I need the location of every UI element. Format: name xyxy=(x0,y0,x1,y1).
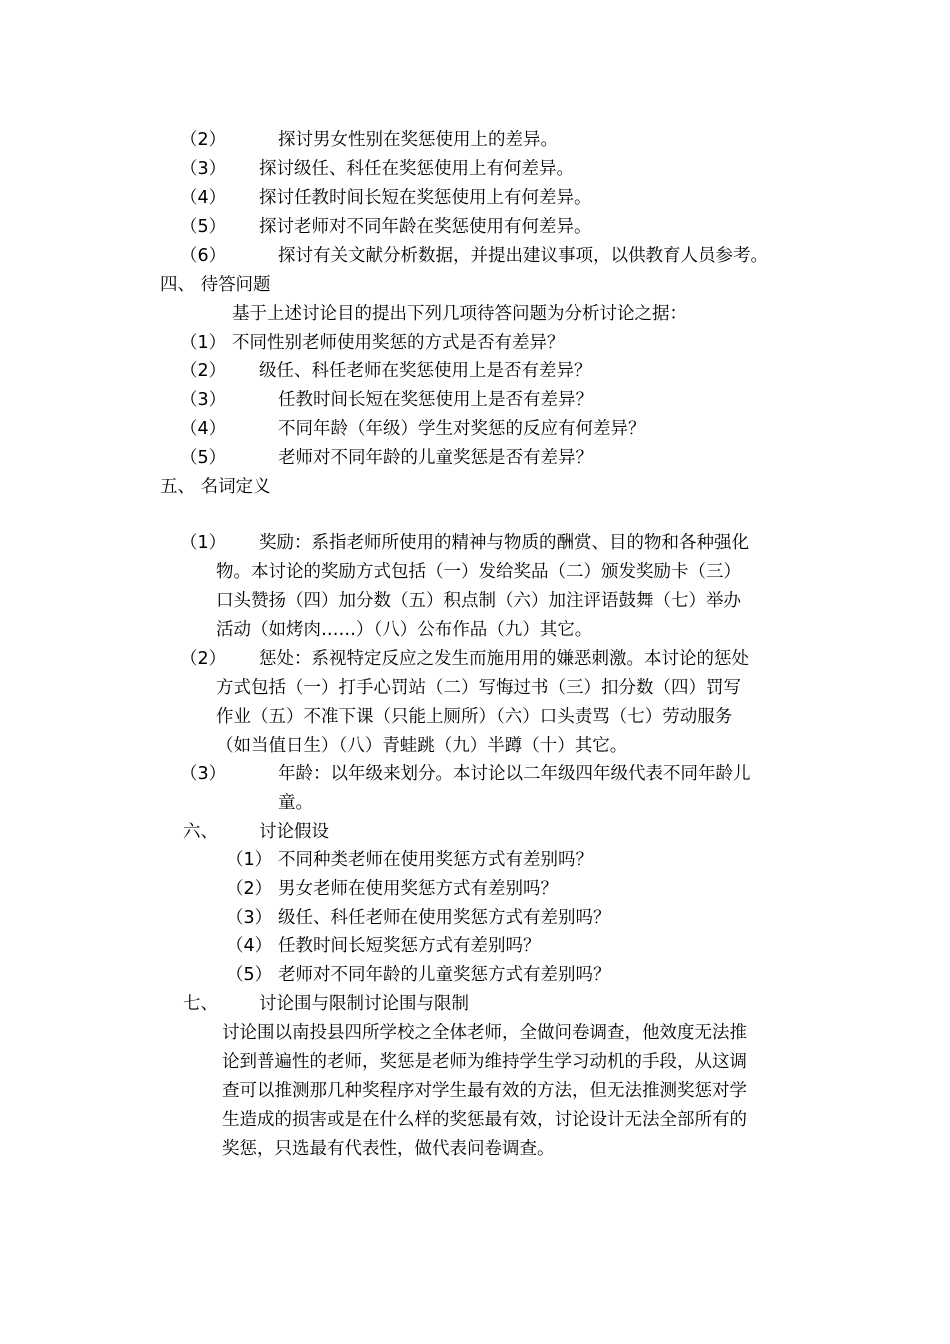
question-num: （2） xyxy=(180,361,227,381)
question-text: 不同年龄（年级）学生对奖惩的反应有何差异？ xyxy=(278,419,646,439)
scope-paragraph-line: 论到普遍性的老师，奖惩是老师为维持学生学习动机的手段，从这调 xyxy=(222,1052,747,1072)
definition-line: 口头赞扬（四）加分数（五）积点制（六）加注评语鼓舞（七）举办 xyxy=(216,591,741,611)
scope-paragraph-line: 奖惩，只选最有代表性，做代表问卷调查。 xyxy=(222,1139,555,1159)
question-text: 不同性别老师使用奖惩的方式是否有差异？ xyxy=(232,333,565,353)
hypothesis-text: 老师对不同年龄的儿童奖惩方式有差别吗？ xyxy=(278,965,611,985)
objective-text: 探讨老师对不同年龄在奖惩使用有何差异。 xyxy=(259,217,592,237)
section-heading: 五、 名词定义 xyxy=(160,477,271,497)
hypothesis-num: （3） xyxy=(226,908,273,928)
definition-line: 作业（五）不准下课（只能上厕所）（六）口头责骂（七）劳动服务 xyxy=(216,707,733,727)
hypothesis-num: （4） xyxy=(226,936,273,956)
scope-paragraph-line: 生造成的损害或是在什么样的奖惩最有效，讨论设计无法全部所有的 xyxy=(222,1110,747,1130)
section-heading: 讨论围与限制讨论围与限制 xyxy=(259,994,469,1014)
question-text: 任教时间长短在奖惩使用上是否有差异？ xyxy=(278,390,593,410)
question-text: 级任、科任老师在奖惩使用上是否有差异？ xyxy=(259,361,592,381)
definition-line: 方式包括（一）打手心罚站（二）写悔过书（三）扣分数（四）罚写 xyxy=(216,678,741,698)
definition-num: （3） xyxy=(180,764,227,784)
hypothesis-text: 任教时间长短奖惩方式有差别吗？ xyxy=(278,936,541,956)
definition-line: 奖励：系指老师所使用的精神与物质的酬赏、目的物和各种强化 xyxy=(259,533,749,553)
section-num: 六、 xyxy=(183,822,218,842)
section-intro: 基于上述讨论目的提出下列几项待答问题为分析讨论之据： xyxy=(232,304,687,324)
hypothesis-num: （5） xyxy=(226,965,273,985)
objective-num: （4） xyxy=(180,188,227,208)
section-num: 七、 xyxy=(183,994,218,1014)
definition-line: 年龄：以年级来划分。本讨论以二年级四年级代表不同年龄儿 xyxy=(278,764,751,784)
section-heading: 四、 待答问题 xyxy=(160,275,271,295)
objective-num: （5） xyxy=(180,217,227,237)
question-num: （4） xyxy=(180,419,227,439)
hypothesis-num: （2） xyxy=(226,879,273,899)
objective-num: （6） xyxy=(180,246,227,266)
hypothesis-text: 不同种类老师在使用奖惩方式有差别吗？ xyxy=(278,850,593,870)
hypothesis-text: 级任、科任老师在使用奖惩方式有差别吗？ xyxy=(278,908,611,928)
definition-line: 物。本讨论的奖励方式包括（一）发给奖品（二）颁发奖励卡（三） xyxy=(216,562,741,582)
question-num: （5） xyxy=(180,448,227,468)
definition-line: 活动（如烤肉……）（八）公布作品（九）其它。 xyxy=(216,620,593,640)
question-text: 老师对不同年龄的儿童奖惩是否有差异？ xyxy=(278,448,593,468)
scope-paragraph-line: 讨论围以南投县四所学校之全体老师，全做问卷调查，他效度无法推 xyxy=(222,1023,747,1043)
definition-line: （如当值日生）（八）青蛙跳（九）半蹲（十）其它。 xyxy=(216,736,628,756)
hypothesis-text: 男女老师在使用奖惩方式有差别吗？ xyxy=(278,879,558,899)
objective-text: 探讨男女性别在奖惩使用上的差异。 xyxy=(278,130,558,150)
definition-num: （2） xyxy=(180,649,227,669)
objective-num: （2） xyxy=(180,130,227,150)
objective-text: 探讨有关文献分析数据，并提出建议事项，以供教育人员参考。 xyxy=(278,246,768,266)
hypothesis-num: （1） xyxy=(226,850,273,870)
definition-line: 童。 xyxy=(278,793,313,813)
objective-text: 探讨任教时间长短在奖惩使用上有何差异。 xyxy=(259,188,592,208)
objective-num: （3） xyxy=(180,159,227,179)
question-num: （3） xyxy=(180,390,227,410)
section-heading: 讨论假设 xyxy=(259,822,329,842)
scope-paragraph-line: 查可以推测那几种奖程序对学生最有效的方法，但无法推测奖惩对学 xyxy=(222,1081,747,1101)
definition-num: （1） xyxy=(180,533,227,553)
question-num: （1） xyxy=(180,333,227,353)
objective-text: 探讨级任、科任在奖惩使用上有何差异。 xyxy=(259,159,574,179)
definition-line: 惩处：系视特定反应之发生而施用用的嫌恶刺激。本讨论的惩处 xyxy=(259,649,749,669)
